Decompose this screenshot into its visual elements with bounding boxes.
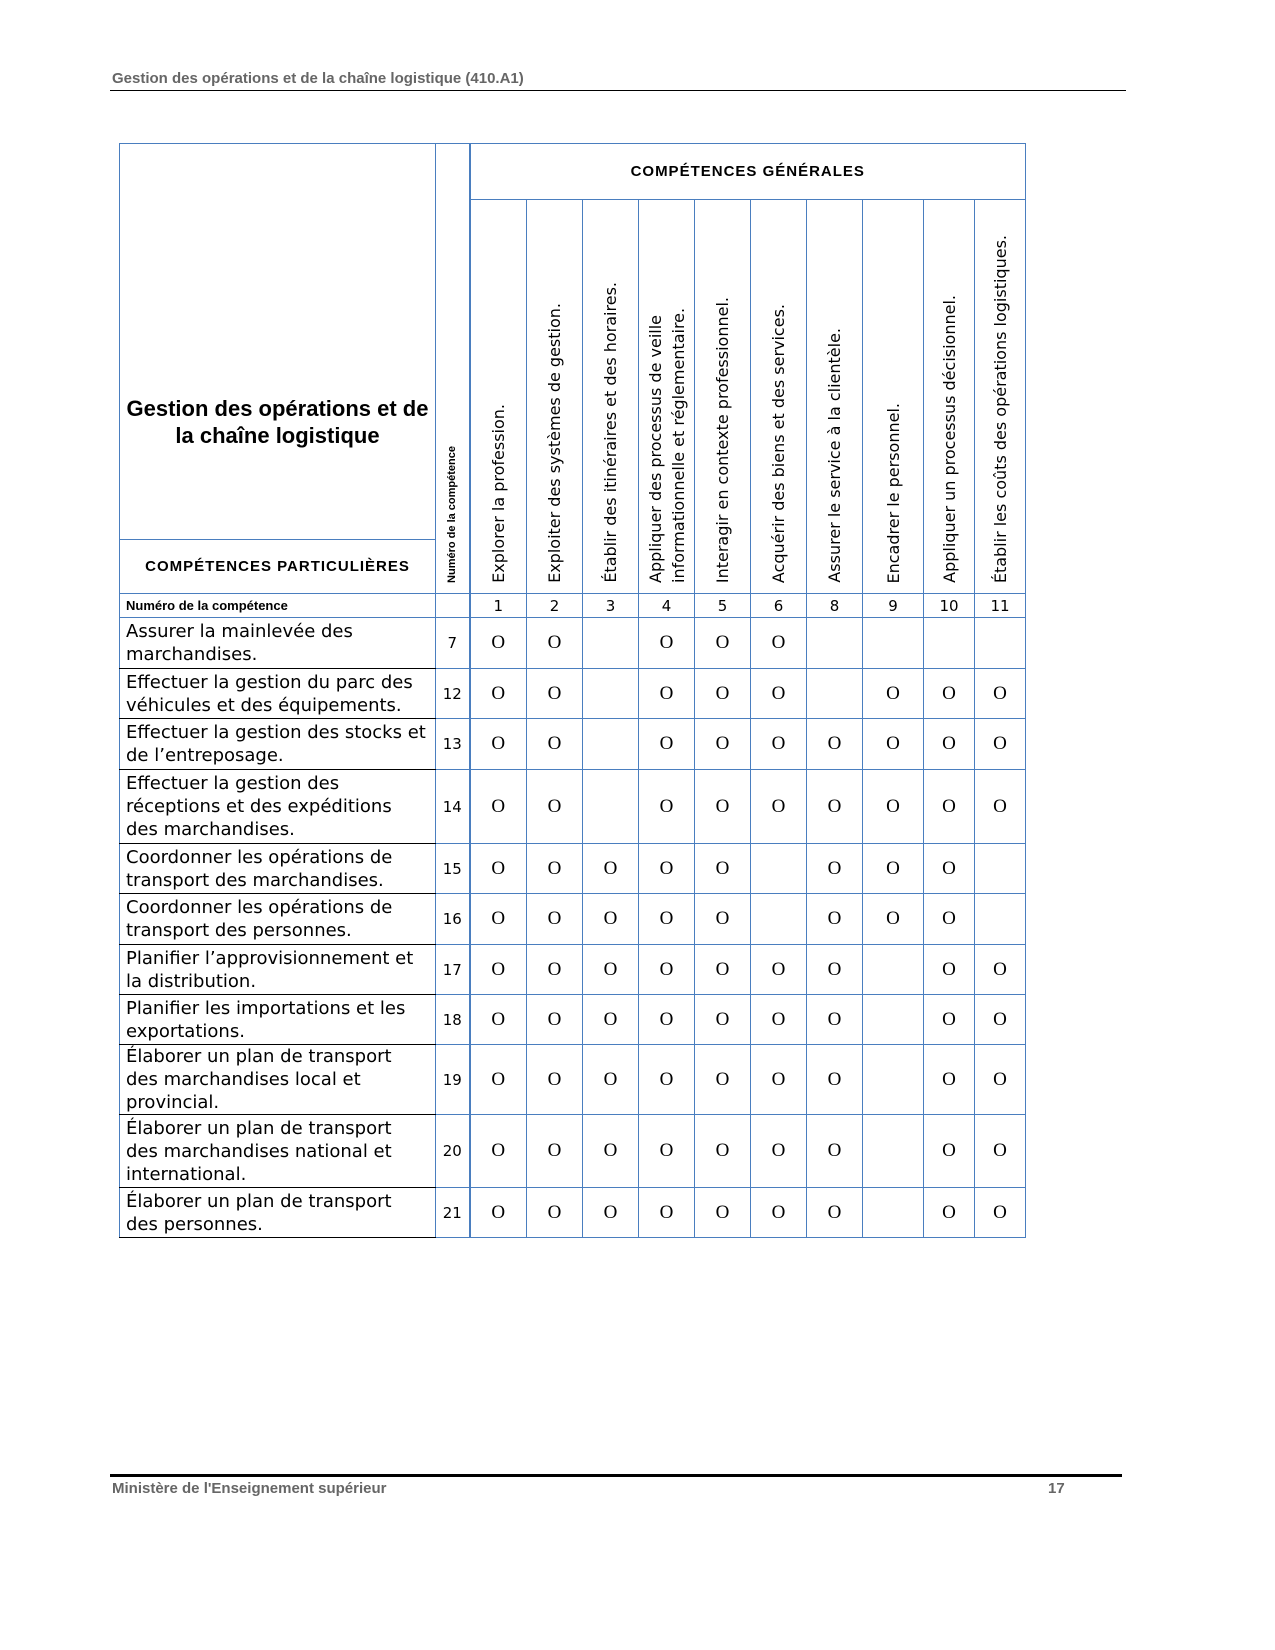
link-mark: O xyxy=(527,945,583,995)
empty-cell xyxy=(807,618,863,669)
link-mark: O xyxy=(751,618,807,669)
general-competency-header xyxy=(751,200,807,594)
general-competency-header xyxy=(527,200,583,594)
particular-competency-label: Planifier l’approvisionnement et la distribution. xyxy=(120,945,436,995)
link-mark: O xyxy=(751,995,807,1045)
program-title-text: Gestion des opérations et de la chaîne logistique xyxy=(126,395,429,448)
link-mark: O xyxy=(975,1115,1026,1188)
general-competency-number: 3 xyxy=(583,594,639,618)
link-mark: O xyxy=(924,1188,975,1238)
link-mark: O xyxy=(527,669,583,719)
link-mark: O xyxy=(807,1115,863,1188)
link-mark: O xyxy=(695,618,751,669)
number-row-blank xyxy=(436,594,470,618)
table-row xyxy=(120,894,1026,945)
empty-cell xyxy=(924,618,975,669)
link-mark: O xyxy=(639,770,695,844)
link-mark: O xyxy=(470,995,527,1045)
empty-cell xyxy=(863,1045,924,1115)
number-row-label: Numéro de la compétence xyxy=(120,594,436,618)
link-mark: O xyxy=(639,894,695,945)
link-mark: O xyxy=(583,1045,639,1115)
table-row xyxy=(120,618,1026,669)
empty-cell xyxy=(751,844,807,894)
link-mark: O xyxy=(470,894,527,945)
link-mark: O xyxy=(527,770,583,844)
program-title xyxy=(120,144,436,540)
general-competency-number: 11 xyxy=(975,594,1026,618)
link-mark: O xyxy=(863,719,924,770)
link-mark: O xyxy=(975,669,1026,719)
link-mark: O xyxy=(639,995,695,1045)
table-row xyxy=(120,669,1026,719)
link-mark: O xyxy=(695,945,751,995)
link-mark: O xyxy=(470,945,527,995)
particular-competency-number: 20 xyxy=(436,1115,470,1188)
general-competency-number: 6 xyxy=(751,594,807,618)
link-mark: O xyxy=(470,719,527,770)
empty-cell xyxy=(863,945,924,995)
link-mark: O xyxy=(751,945,807,995)
link-mark: O xyxy=(583,995,639,1045)
link-mark: O xyxy=(975,945,1026,995)
link-mark: O xyxy=(639,945,695,995)
link-mark: O xyxy=(751,719,807,770)
general-competency-label: Établir les coûts des opérations logistiques. xyxy=(990,234,1010,583)
empty-cell xyxy=(863,995,924,1045)
link-mark: O xyxy=(975,1045,1026,1115)
link-mark: O xyxy=(695,1045,751,1115)
running-header: Gestion des opérations et de la chaîne logistique (410.A1) xyxy=(112,70,524,87)
link-mark: O xyxy=(924,894,975,945)
link-mark: O xyxy=(807,770,863,844)
link-mark: O xyxy=(639,669,695,719)
table-row xyxy=(120,1045,1026,1115)
particular-competency-number: 15 xyxy=(436,844,470,894)
link-mark: O xyxy=(863,894,924,945)
empty-cell xyxy=(975,618,1026,669)
general-competency-header xyxy=(470,200,527,594)
table-row xyxy=(120,770,1026,844)
link-mark: O xyxy=(583,1188,639,1238)
link-mark: O xyxy=(695,844,751,894)
link-mark: O xyxy=(470,1188,527,1238)
link-mark: O xyxy=(924,844,975,894)
link-mark: O xyxy=(695,894,751,945)
particular-competency-label: Effectuer la gestion du parc des véhicules et des équipements. xyxy=(120,669,436,719)
link-mark: O xyxy=(751,770,807,844)
link-mark: O xyxy=(863,770,924,844)
number-column-label: Numéro de la compétence xyxy=(446,446,459,583)
link-mark: O xyxy=(807,844,863,894)
link-mark: O xyxy=(863,669,924,719)
link-mark: O xyxy=(695,669,751,719)
general-competency-header xyxy=(695,200,751,594)
link-mark: O xyxy=(924,945,975,995)
link-mark: O xyxy=(527,844,583,894)
general-competency-number: 8 xyxy=(807,594,863,618)
link-mark: O xyxy=(695,1188,751,1238)
general-competency-number: 2 xyxy=(527,594,583,618)
empty-cell xyxy=(863,1115,924,1188)
particular-competency-number: 13 xyxy=(436,719,470,770)
particular-competency-label: Assurer la mainlevée des marchandises. xyxy=(120,618,436,669)
link-mark: O xyxy=(639,1188,695,1238)
particular-competency-number: 14 xyxy=(436,770,470,844)
table-row xyxy=(120,945,1026,995)
empty-cell xyxy=(583,669,639,719)
link-mark: O xyxy=(924,1045,975,1115)
general-competency-label: Établir des itinéraires et des horaires. xyxy=(601,282,620,583)
link-mark: O xyxy=(470,669,527,719)
link-mark: O xyxy=(751,1045,807,1115)
header-divider xyxy=(110,90,1126,91)
general-competency-number: 1 xyxy=(470,594,527,618)
particular-competency-label: Effectuer la gestion des stocks et de l’entreposage. xyxy=(120,719,436,770)
general-competency-label: Interagir en contexte professionnel. xyxy=(713,296,732,583)
particular-competencies-header: COMPÉTENCES PARTICULIÈRES xyxy=(120,540,436,594)
particular-competency-number: 17 xyxy=(436,945,470,995)
competency-matrix xyxy=(119,143,1026,1238)
page-number: 17 xyxy=(1048,1480,1065,1497)
link-mark: O xyxy=(807,1188,863,1238)
link-mark: O xyxy=(695,1115,751,1188)
particular-competency-number: 12 xyxy=(436,669,470,719)
link-mark: O xyxy=(924,995,975,1045)
link-mark: O xyxy=(583,945,639,995)
particular-competency-label: Élaborer un plan de transport des marchandises national et international. xyxy=(120,1115,436,1188)
empty-cell xyxy=(863,1188,924,1238)
footer-ministry: Ministère de l'Enseignement supérieur xyxy=(112,1480,387,1497)
link-mark: O xyxy=(807,995,863,1045)
general-competency-label: Encadrer le personnel. xyxy=(883,402,903,583)
link-mark: O xyxy=(639,1045,695,1115)
link-mark: O xyxy=(924,770,975,844)
empty-cell xyxy=(583,618,639,669)
link-mark: O xyxy=(527,1188,583,1238)
link-mark: O xyxy=(527,618,583,669)
empty-cell xyxy=(975,844,1026,894)
table-row xyxy=(120,1115,1026,1188)
general-competency-number: 9 xyxy=(863,594,924,618)
link-mark: O xyxy=(527,1045,583,1115)
link-mark: O xyxy=(527,1115,583,1188)
link-mark: O xyxy=(639,844,695,894)
link-mark: O xyxy=(695,770,751,844)
link-mark: O xyxy=(470,1045,527,1115)
particular-competency-number: 21 xyxy=(436,1188,470,1238)
empty-cell xyxy=(863,618,924,669)
link-mark: O xyxy=(924,719,975,770)
link-mark: O xyxy=(751,1115,807,1188)
link-mark: O xyxy=(807,1045,863,1115)
general-competency-number: 10 xyxy=(924,594,975,618)
link-mark: O xyxy=(924,1115,975,1188)
footer-divider xyxy=(110,1474,1122,1477)
link-mark: O xyxy=(807,719,863,770)
empty-cell xyxy=(975,894,1026,945)
table-row xyxy=(120,844,1026,894)
particular-competency-label: Planifier les importations et les exportations. xyxy=(120,995,436,1045)
empty-cell xyxy=(583,719,639,770)
link-mark: O xyxy=(639,618,695,669)
link-mark: O xyxy=(639,719,695,770)
empty-cell xyxy=(807,669,863,719)
link-mark: O xyxy=(583,894,639,945)
particular-competency-number: 18 xyxy=(436,995,470,1045)
link-mark: O xyxy=(583,844,639,894)
general-competency-label: Exploiter des systèmes de gestion. xyxy=(545,303,564,583)
general-competency-label: Explorer la profession. xyxy=(488,404,508,583)
general-competency-header xyxy=(975,200,1026,594)
particular-competency-number: 19 xyxy=(436,1045,470,1115)
link-mark: O xyxy=(975,995,1026,1045)
table-row xyxy=(120,995,1026,1045)
link-mark: O xyxy=(470,770,527,844)
particular-competency-label: Coordonner les opérations de transport des personnes. xyxy=(120,894,436,945)
general-competency-header xyxy=(863,200,924,594)
link-mark: O xyxy=(975,1188,1026,1238)
particular-competency-number: 7 xyxy=(436,618,470,669)
link-mark: O xyxy=(583,1115,639,1188)
general-competency-number: 4 xyxy=(639,594,695,618)
general-competency-header xyxy=(583,200,639,594)
general-competency-label: Appliquer un processus décisionnel. xyxy=(939,295,959,583)
link-mark: O xyxy=(807,894,863,945)
general-competency-header xyxy=(924,200,975,594)
general-competency-label: Assurer le service à la clientèle. xyxy=(825,328,844,583)
link-mark: O xyxy=(470,1115,527,1188)
link-mark: O xyxy=(751,1188,807,1238)
link-mark: O xyxy=(975,770,1026,844)
particular-competency-number: 16 xyxy=(436,894,470,945)
link-mark: O xyxy=(695,995,751,1045)
link-mark: O xyxy=(975,719,1026,770)
link-mark: O xyxy=(527,719,583,770)
link-mark: O xyxy=(470,618,527,669)
general-competency-number: 5 xyxy=(695,594,751,618)
link-mark: O xyxy=(695,719,751,770)
general-competency-label: Appliquer des processus de veille informationnelle et réglementaire. xyxy=(645,307,688,583)
particular-competency-label: Élaborer un plan de transport des personnes. xyxy=(120,1188,436,1238)
link-mark: O xyxy=(470,844,527,894)
general-competencies-header: COMPÉTENCES GÉNÉRALES xyxy=(470,144,1026,200)
table-row xyxy=(120,1188,1026,1238)
table-row xyxy=(120,719,1026,770)
link-mark: O xyxy=(924,669,975,719)
link-mark: O xyxy=(807,945,863,995)
link-mark: O xyxy=(751,669,807,719)
number-column-header xyxy=(436,144,470,594)
particular-competency-label: Élaborer un plan de transport des marchandises local et provincial. xyxy=(120,1045,436,1115)
empty-cell xyxy=(583,770,639,844)
link-mark: O xyxy=(527,995,583,1045)
link-mark: O xyxy=(639,1115,695,1188)
general-competency-label: Acquérir des biens et des services. xyxy=(769,303,788,583)
general-competency-header xyxy=(807,200,863,594)
link-mark: O xyxy=(527,894,583,945)
general-competency-header xyxy=(639,200,695,594)
empty-cell xyxy=(751,894,807,945)
link-mark: O xyxy=(863,844,924,894)
particular-competency-label: Effectuer la gestion des réceptions et des expéditions des marchandises. xyxy=(120,770,436,844)
particular-competency-label: Coordonner les opérations de transport des marchandises. xyxy=(120,844,436,894)
